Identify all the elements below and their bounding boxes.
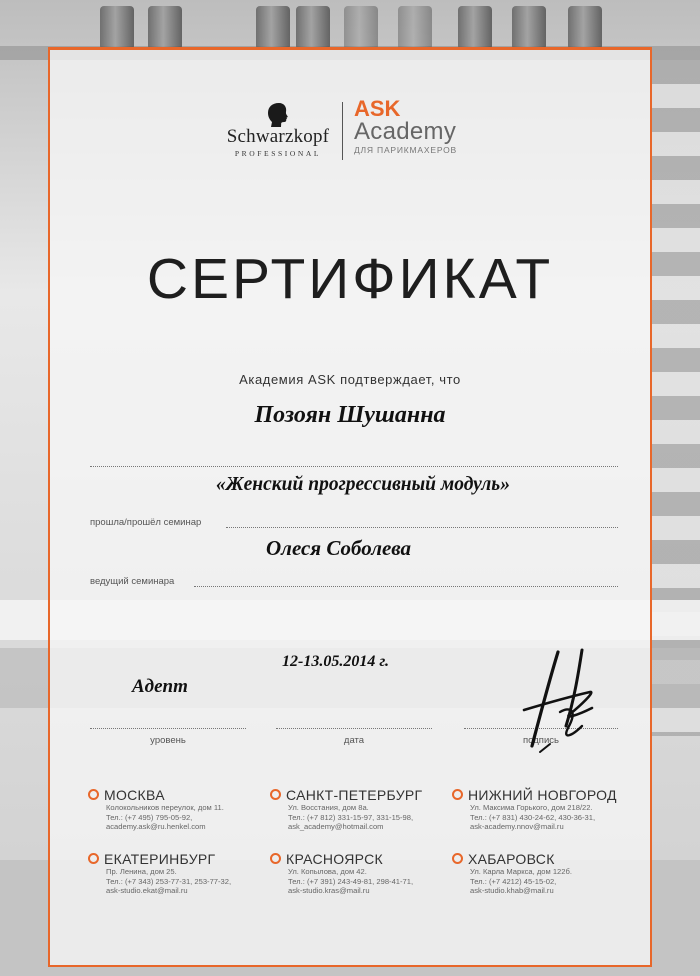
- date-line: [276, 728, 432, 729]
- ask-subtitle: ДЛЯ ПАРИКМАХЕРОВ: [354, 145, 457, 155]
- date-caption: дата: [343, 735, 365, 746]
- circle-bullet-icon: [270, 789, 281, 800]
- office-khabarovsk: [452, 852, 632, 896]
- office-krasnoyarsk: [270, 852, 450, 896]
- background-jar: [100, 6, 134, 50]
- office-city: САНКТ-ПЕТЕРБУРГ: [286, 787, 423, 803]
- circle-bullet-icon: [270, 853, 281, 864]
- level-line: [90, 728, 246, 729]
- office-ekb: [88, 852, 268, 896]
- teacher-caption: ведущий семинара: [90, 576, 175, 587]
- level-caption: уровень: [150, 735, 186, 746]
- confirm-text: Академия ASK подтверждает, что: [239, 372, 461, 387]
- office-city: КРАСНОЯРСК: [286, 851, 383, 867]
- level-value: Адепт: [132, 676, 188, 697]
- office-email: ask-studio.kras@mail.ru: [288, 886, 370, 896]
- office-address: Пр. Ленина, дом 25.: [106, 867, 177, 876]
- circle-bullet-icon: [88, 853, 99, 864]
- office-address: Ул. Максима Горького, дом 218/22.: [470, 803, 593, 812]
- office-email: ask-studio.ekat@mail.ru: [106, 886, 188, 896]
- background-jar: [512, 6, 546, 50]
- background-jar: [344, 6, 378, 50]
- teacher-name: Олеся Соболева: [266, 536, 412, 560]
- background-jar: [296, 6, 330, 50]
- office-city: МОСКВА: [104, 787, 165, 803]
- office-phone: Тел.: (+7 831) 430-24-62, 430-36-31,: [470, 812, 596, 822]
- office-email: ask_academy@hotmail.com: [288, 822, 384, 832]
- circle-bullet-icon: [452, 789, 463, 800]
- office-email: ask-academy.nnov@mail.ru: [470, 822, 564, 832]
- seminar-caption: прошла/прошёл семинар: [90, 517, 202, 528]
- office-phone: Тел.: (+7 495) 795-05-92,: [106, 812, 193, 822]
- office-city: ЕКАТЕРИНБУРГ: [104, 851, 216, 867]
- circle-bullet-icon: [452, 853, 463, 864]
- office-address: Ул. Карла Маркса, дом 122б.: [470, 867, 572, 876]
- office-phone: Тел.: (+7 343) 253-77-31, 253-77-32,: [106, 876, 232, 886]
- office-city: ХАБАРОВСК: [468, 851, 555, 867]
- academy-wordmark: Academy: [354, 118, 457, 145]
- office-address: Ул. Копылова, дом 42.: [288, 867, 367, 876]
- certificate-sheet: [48, 47, 652, 967]
- signature-caption: подпись: [523, 735, 559, 746]
- background-jar: [458, 6, 492, 50]
- signature: [520, 648, 612, 758]
- schwarzkopf-head-icon: [267, 102, 289, 128]
- office-email: ask-studio.khab@mail.ru: [470, 886, 554, 896]
- schwarzkopf-wordmark: Schwarzkopf: [226, 126, 330, 147]
- office-phone: Тел.: (+7 4212) 45-15-02,: [470, 876, 557, 886]
- course-line: [226, 527, 618, 528]
- background-jar: [256, 6, 290, 50]
- ask-academy-logo: [354, 98, 457, 155]
- certificate-title: СЕРТИФИКАТ: [146, 247, 554, 311]
- office-address: Колокольников переулок, дом 11.: [106, 803, 224, 812]
- teacher-line: [194, 586, 618, 587]
- logo-divider: [342, 102, 343, 160]
- circle-bullet-icon: [88, 789, 99, 800]
- office-nnov: [452, 788, 632, 832]
- background-jar: [398, 6, 432, 50]
- background-jar: [148, 6, 182, 50]
- office-city: НИЖНИЙ НОВГОРОД: [468, 787, 617, 803]
- office-spb: [270, 788, 450, 832]
- office-address: Ул. Восстания, дом 8а.: [288, 803, 369, 812]
- office-phone: Тел.: (+7 812) 331-15-97, 331-15-98,: [288, 812, 414, 822]
- ask-wordmark: ASK: [354, 96, 401, 121]
- background-jar: [568, 6, 602, 50]
- date-value: 12-13.05.2014 г.: [282, 653, 390, 670]
- recipient-name: Позоян Шушанна: [254, 402, 446, 428]
- office-phone: Тел.: (+7 391) 243-49-81, 298-41-71,: [288, 876, 414, 886]
- office-email: academy.ask@ru.henkel.com: [106, 822, 206, 832]
- office-moscow: [88, 788, 268, 832]
- name-line: [90, 466, 618, 467]
- schwarzkopf-logo: [222, 102, 334, 158]
- course-name: «Женский прогрессивный модуль»: [216, 474, 510, 495]
- schwarzkopf-subtitle: PROFESSIONAL: [234, 149, 322, 158]
